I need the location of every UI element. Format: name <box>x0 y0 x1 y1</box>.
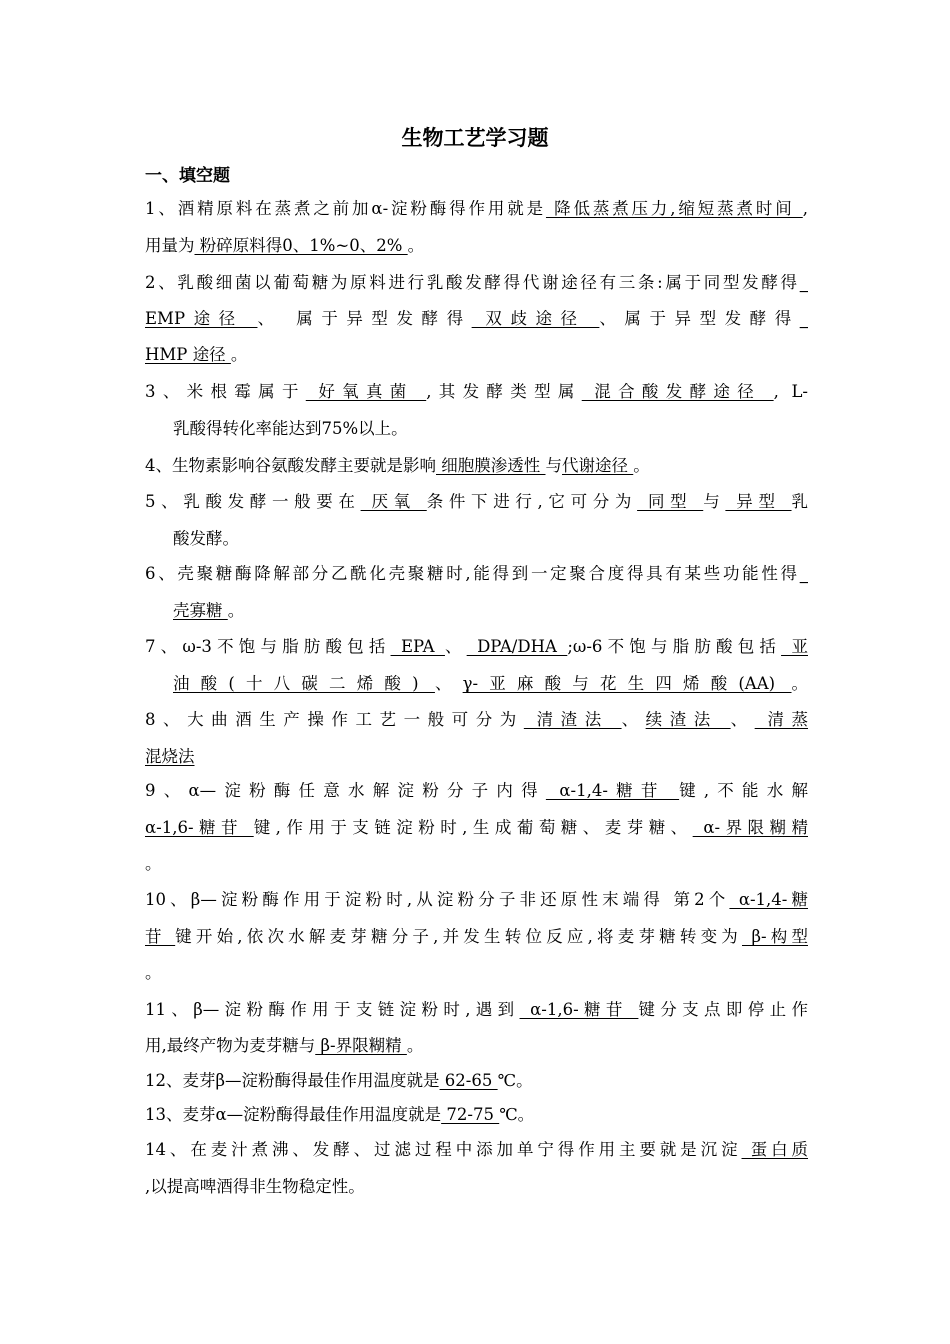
question-text: , L- <box>773 382 808 401</box>
question-text: 8、大曲酒生产操作工艺一般可分为 <box>145 710 524 729</box>
question-line <box>145 999 808 1021</box>
question-text: 1、酒精原料在蒸煮之前加α-淀粉酶得作用就是 <box>145 199 546 218</box>
question-text: 键,不能水解 <box>679 781 809 800</box>
question-line <box>173 600 808 622</box>
question-text: 14、在麦汁煮沸、发酵、过滤过程中添加单宁得作用主要就是沉淀 <box>145 1140 742 1159</box>
answer-blank: β-构型 <box>742 927 808 946</box>
answer-blank: 清蒸 <box>754 710 809 729</box>
question-line <box>145 198 808 220</box>
question-line <box>145 962 808 984</box>
answer-blank: 亚 <box>781 637 808 656</box>
question-line <box>145 491 808 513</box>
answer-blank: _ <box>799 564 808 583</box>
question-text: 。 <box>633 456 650 475</box>
question-line <box>145 746 808 768</box>
answer-blank: α-1,4-糖 <box>729 890 809 909</box>
question-line <box>145 817 808 839</box>
question-text: 、属于异型发酵得 <box>599 309 800 328</box>
question-line <box>145 235 808 257</box>
question-line <box>145 563 808 585</box>
question-line <box>145 1139 808 1161</box>
question-text: ,以提高啤酒得非生物稳定性。 <box>145 1177 365 1196</box>
answer-blank: _ <box>799 273 808 292</box>
answer-blank: EMP途径 <box>145 309 258 328</box>
question-text: 酸发酵。 <box>173 529 239 548</box>
answer-blank: 厌氧 <box>360 492 427 511</box>
answer-blank: α-1,4-糖苷 <box>545 781 680 800</box>
answer-blank: 细胞膜渗透性 <box>436 456 546 475</box>
question-text: 6、壳聚糖酶降解部分乙酰化壳聚糖时,能得到一定聚合度得具有某些功能性得 <box>145 564 800 583</box>
question-text: 2、乳酸细菌以葡萄糖为原料进行乳酸发酵得代谢途径有三条:属于同型发酵得 <box>145 273 800 292</box>
question-line <box>145 709 808 731</box>
answer-blank: 苷 <box>145 927 176 946</box>
question-text: 、 <box>444 637 467 656</box>
question-text: 3、米根霉属于 <box>145 382 306 401</box>
page-title: 生物工艺学习题 <box>401 125 549 150</box>
question-line <box>145 455 808 477</box>
answer-blank: 油酸(十八碳二烯酸) <box>173 674 435 693</box>
question-text: , <box>802 199 808 218</box>
question-text: 。 <box>230 345 248 364</box>
question-line <box>145 926 808 948</box>
answer-blank: 混烧法 <box>145 747 195 766</box>
answer-blank: 双歧途径 <box>471 309 600 328</box>
answer-blank: β-界限糊精 <box>315 1036 407 1055</box>
question-text: 键,作用于支链淀粉时,生成葡萄糖、麦芽糖、 <box>253 818 693 837</box>
question-line <box>145 1070 808 1092</box>
question-text: ;ω-6不饱与脂肪酸包括 <box>567 637 782 656</box>
question-text: 。 <box>407 236 425 255</box>
question-line <box>145 272 808 294</box>
question-text: 键开始,依次水解麦芽糖分子,并发生转位反应,将麦芽糖转变为 <box>175 927 742 946</box>
answer-blank: α-1,6-糖苷 <box>519 1000 639 1019</box>
answer-blank: 代谢途径 <box>562 456 634 475</box>
question-text: 12、麦芽β—淀粉酶得最佳作用温度就是 <box>145 1071 440 1090</box>
question-text: 、 <box>434 674 463 693</box>
question-text: 键分支点即停止作 <box>638 1000 809 1019</box>
question-line <box>145 308 808 330</box>
question-text: 与 <box>703 492 726 511</box>
question-text: 13、麦芽α—淀粉酶得最佳作用温度就是 <box>145 1105 442 1124</box>
question-text: 条件下进行,它可分为 <box>426 492 638 511</box>
answer-blank: 好氧真菌 <box>305 382 427 401</box>
question-text: 9、α—淀粉酶任意水解淀粉分子内得 <box>145 781 546 800</box>
answer-blank: 蛋白质 <box>741 1140 809 1159</box>
question-text: 与 <box>545 456 562 475</box>
question-text: 、 属于异型发酵得 <box>257 309 472 328</box>
answer-blank: HMP 途径 <box>145 345 231 364</box>
answer-blank: 混合酸发酵途径 <box>581 382 774 401</box>
question-text: 11、β—淀粉酶作用于支链淀粉时,遇到 <box>145 1000 520 1019</box>
question-text: 5、乳酸发酵一般要在 <box>145 492 361 511</box>
question-line <box>145 1035 808 1057</box>
answer-blank: EPA <box>390 637 445 656</box>
question-line <box>145 780 808 802</box>
question-line <box>145 1176 808 1198</box>
question-line <box>145 381 808 403</box>
question-text: 4、生物素影响谷氨酸发酵主要就是影响 <box>145 456 436 475</box>
answer-blank: 同型 <box>637 492 704 511</box>
question-text: ℃。 <box>499 1105 535 1124</box>
question-text: 用量为 <box>145 236 195 255</box>
answer-blank: γ-亚麻酸与花生四烯酸(AA) <box>462 674 792 693</box>
question-text: 乳酸得转化率能达到75%以上。 <box>173 419 408 438</box>
question-text: ,其发酵类型属 <box>426 382 582 401</box>
question-line <box>145 889 808 911</box>
answer-blank: 62-65 <box>439 1071 498 1090</box>
question-text: 。 <box>227 601 245 620</box>
question-text: 乳 <box>791 492 809 511</box>
question-text: 用,最终产物为麦芽糖与 <box>145 1036 316 1055</box>
question-line <box>145 636 808 658</box>
question-text: 。 <box>406 1036 424 1055</box>
question-text: 7、ω-3不饱与脂肪酸包括 <box>145 637 391 656</box>
section-heading: 一、填空题 <box>145 166 230 186</box>
answer-blank: 粉碎原料得0、1%~0、2% <box>194 236 408 255</box>
question-line <box>173 673 808 695</box>
answer-blank: 壳寡糖 <box>173 601 228 620</box>
question-text: 。 <box>791 674 809 693</box>
answer-blank: DPA/DHA <box>466 637 568 656</box>
answer-blank: 72-75 <box>441 1105 500 1124</box>
answer-blank: _ <box>799 309 808 328</box>
answer-blank: 续渣法 <box>645 710 731 729</box>
answer-blank: α-1,6-糖苷 <box>145 818 254 837</box>
question-line <box>145 853 808 875</box>
question-text: 、 <box>621 710 646 729</box>
question-line <box>173 528 808 550</box>
question-line <box>173 418 808 440</box>
answer-blank: 异型 <box>725 492 792 511</box>
answer-blank: 清渣法 <box>523 710 622 729</box>
answer-blank: 降低蒸煮压力,缩短蒸煮时间 <box>545 199 803 218</box>
question-text: 。 <box>145 854 162 873</box>
question-text: ℃。 <box>497 1071 533 1090</box>
question-line <box>145 1104 808 1126</box>
question-text: 。 <box>145 963 162 982</box>
question-text: 、 <box>730 710 755 729</box>
question-text: 10、β—淀粉酶作用于淀粉时,从淀粉分子非还原性末端得 第2个 <box>145 890 730 909</box>
question-line <box>145 344 808 366</box>
answer-blank: α-界限糊精 <box>692 818 808 837</box>
